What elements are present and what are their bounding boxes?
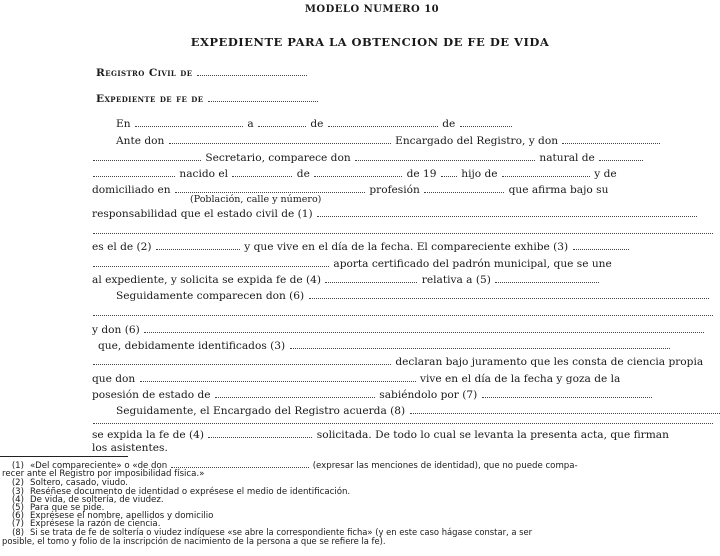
field[interactable]: [93, 257, 329, 267]
text: se expida la fe de (4): [92, 429, 205, 441]
field[interactable]: [171, 460, 309, 468]
text: En: [116, 118, 131, 130]
field[interactable]: [93, 414, 713, 424]
text: de 19: [406, 168, 437, 180]
field[interactable]: [599, 151, 643, 161]
text: vive en el día de la fecha y goza de la: [419, 373, 621, 385]
body-line-19: [92, 414, 714, 428]
text: a: [247, 118, 254, 130]
footnote-separator: [0, 456, 128, 457]
expediente-field[interactable]: [208, 92, 318, 102]
field[interactable]: [232, 167, 292, 177]
footnote-text: Si se trata de fe de soltería o viudez indíquese «se abre la correspondiente ficha» (y en este caso hágase constar, a ser: [30, 527, 533, 537]
body-line-5: [92, 183, 608, 197]
field[interactable]: [325, 273, 417, 283]
body-line-16: [92, 372, 620, 386]
footnote-text: Reséñese documento de identidad o exprésese el medio de identificación.: [30, 487, 351, 497]
field[interactable]: [495, 273, 599, 283]
body-line-11: [116, 289, 710, 303]
text: es el de (2): [92, 241, 152, 253]
body-line-6: [92, 207, 698, 221]
footnote-text: Exprésese el nombre, apellidos y domicilio: [30, 511, 214, 521]
footnote-text: De vida, de soltería, de viudez.: [30, 495, 164, 505]
body-line-12: [92, 306, 714, 320]
text: de: [442, 118, 456, 130]
field[interactable]: [144, 323, 704, 333]
field[interactable]: [314, 167, 402, 177]
field[interactable]: [93, 151, 201, 161]
text: relativa a (5): [421, 274, 491, 286]
footnote-text: Soltero, casado, viudo.: [30, 478, 128, 488]
text: y de: [594, 168, 617, 180]
field[interactable]: [424, 183, 504, 193]
body-line-10: [92, 273, 600, 287]
field[interactable]: [328, 117, 438, 127]
text: Encargado del Registro, y don: [395, 135, 559, 147]
field[interactable]: [135, 117, 243, 127]
body-line-1: [116, 117, 513, 131]
text: Seguidamente, el Encargado del Registro acuerda (8): [116, 405, 406, 417]
body-line-9: [92, 257, 612, 271]
field[interactable]: [573, 240, 629, 250]
footnote-text: recer ante el Registro por imposibilidad física.»: [2, 469, 205, 479]
registro-civil-label: Registro Civil de: [96, 67, 193, 79]
field[interactable]: [309, 289, 709, 299]
body-line-8: [92, 240, 630, 254]
body-line-2: [116, 134, 661, 148]
text: de: [296, 168, 310, 180]
field[interactable]: [410, 404, 720, 414]
footnote-number: (5): [11, 503, 24, 513]
body-line-14: [98, 339, 671, 353]
text: que afirma bajo su: [508, 184, 609, 196]
text: Secretario, comparece don: [205, 152, 351, 164]
footnote-number: (2): [11, 478, 24, 488]
footnote-number: (3): [11, 487, 24, 497]
model-number: MODELO NUMERO 10: [304, 4, 440, 15]
field[interactable]: [562, 134, 660, 144]
address-note: (Población, calle y número): [190, 194, 322, 205]
field[interactable]: [208, 428, 312, 438]
field[interactable]: [93, 306, 713, 316]
field[interactable]: [215, 388, 375, 398]
text: profesión: [369, 184, 420, 196]
text: hijo de: [461, 168, 498, 180]
footnote-text: Exprésese la razón de ciencia.: [30, 519, 161, 529]
body-line-20: [92, 428, 669, 442]
field[interactable]: [290, 339, 670, 349]
expediente-label: Expediente de fe de: [96, 93, 204, 105]
text: que, debidamente identificados (3): [98, 340, 286, 352]
footnote-number: (8): [12, 527, 24, 537]
text: nacido el: [179, 168, 229, 180]
field[interactable]: [317, 207, 697, 217]
expediente-line: [96, 92, 319, 106]
field[interactable]: [355, 151, 535, 161]
body-line-17: [92, 388, 653, 402]
document-title: EXPEDIENTE PARA LA OBTENCION DE FE DE VIDA: [190, 35, 550, 49]
footnote-text: posible, el tomo y folio de la inscripción de nacimiento de la persona a que se refiere la fe).: [2, 536, 386, 546]
field[interactable]: [93, 355, 391, 365]
footnote-8-cont: [2, 537, 386, 546]
text: Seguidamente comparecen don (6): [116, 290, 305, 302]
field[interactable]: [93, 224, 713, 234]
body-line-3: [92, 151, 644, 165]
field[interactable]: [140, 372, 416, 382]
body-line-21: los asistentes.: [92, 442, 168, 454]
footnote-number: (1): [11, 461, 24, 471]
field[interactable]: [175, 183, 365, 193]
text: de: [310, 118, 324, 130]
text: posesión de estado de: [92, 389, 211, 401]
registro-civil-field[interactable]: [197, 66, 307, 76]
body-line-7: [92, 224, 714, 238]
text: declaran bajo juramento que les consta de ciencia propia: [395, 356, 704, 368]
text: al expediente, y solicita se expida fe de (4): [92, 274, 322, 286]
field[interactable]: [441, 167, 457, 177]
text: aporta certificado del padrón municipal, que se une: [333, 258, 612, 270]
footnote-text: «Del compareciente» o «de don: [30, 461, 168, 471]
field[interactable]: [460, 117, 512, 127]
footnote-number: (4): [11, 495, 24, 505]
text: domiciliado en: [92, 184, 171, 196]
footnote-text: Para que se pide.: [30, 503, 105, 513]
text: natural de: [539, 152, 595, 164]
text: y que vive en el día de la fecha. El compareciente exhibe (3): [244, 241, 569, 253]
text: responsabilidad que el estado civil de (1): [92, 208, 313, 220]
field[interactable]: [482, 388, 652, 398]
body-line-13: [92, 323, 705, 337]
text: que don: [92, 373, 136, 385]
field[interactable]: [93, 167, 175, 177]
registro-civil-line: [96, 66, 308, 80]
text: solicitada. De todo lo cual se levanta la presenta acta, que firman: [316, 429, 669, 441]
body-line-15: [92, 355, 703, 369]
footnote-number: (7): [11, 519, 24, 529]
field[interactable]: [502, 167, 590, 177]
text: y don (6): [92, 324, 140, 336]
text: Ante don: [116, 135, 165, 147]
text: sabiéndolo por (7): [379, 389, 478, 401]
footnote-number: (6): [11, 511, 24, 521]
field[interactable]: [258, 117, 306, 127]
field[interactable]: [156, 240, 240, 250]
field[interactable]: [169, 134, 391, 144]
body-line-4: [92, 167, 617, 181]
footnote-text: (expresar las menciones de identidad), que no puede compa-: [312, 461, 578, 471]
